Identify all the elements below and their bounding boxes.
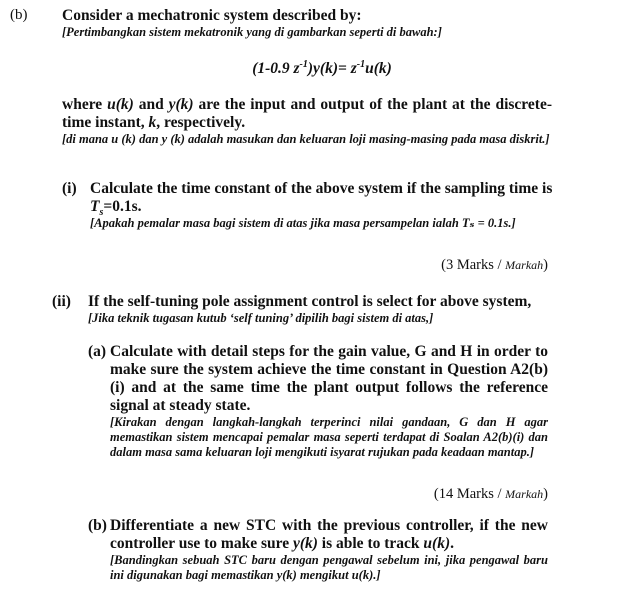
question-b-var-y: y(k) [292,535,318,552]
desc-var-u: u(k) [107,96,134,113]
desc-part-2: and [133,96,169,113]
question-ii-number: (ii) [52,293,71,310]
question-i-text [90,180,557,219]
intro-text-malay: [Pertimbangkan sistem mekatronik yang di gambarkan seperti di bawah:] [62,25,442,39]
variable-description [62,96,552,132]
equation-exponent-b: -1 [356,58,366,70]
marks-label-malay: Markah [505,258,544,272]
question-i-number: (i) [62,180,77,197]
question-b-text-malay: [Bandingkan sebuah STC baru dengan pengawal sebelum ini, jika pengawal baru ini digunakan bagi memastikan y(k) mengikut u(k).] [110,553,548,582]
question-i-marks [441,257,548,274]
equation-part-b: )y(k)= z [307,60,357,77]
desc-part-4: , respectively. [156,114,246,131]
desc-part-1: where [62,96,108,113]
question-ii-text-malay: [Jika teknik tugasan kutub ‘self tuning’ dipilih bagi sistem di atas,] [88,311,434,325]
question-i-text-malay: [Apakah pemalar masa bagi sistem di atas jika masa persampelan ialah Tₛ = 0.1s.] [90,216,516,230]
desc-var-k: k [148,114,157,131]
sampling-time-symbol: T [90,198,100,215]
marks-close: ) [543,257,548,273]
question-b-var-u: u(k) [423,535,451,552]
intro-block [62,7,582,40]
part-label: (b) [10,7,28,23]
question-b-part-1: Differentiate a new STC with the previous controller, if the new controller use to make sure [110,517,548,552]
marks-close: ) [543,486,548,502]
question-b-number: (b) [88,517,107,534]
question-ii-b [88,517,548,583]
question-a-number: (a) [88,343,107,360]
system-equation [0,60,644,78]
question-ii [52,293,552,326]
question-i-prompt: Calculate the time constant of the above system if the sampling time is [90,180,553,197]
equation-exponent-a: -1 [299,58,308,70]
question-b-text [110,517,548,553]
variable-description-malay: [di mana u (k) dan y (k) adalah masukan dan keluaran loji masing-masing pada masa diskrit.] [62,132,550,146]
question-ii-text: If the self-tuning pole assignment control is select for above system, [88,293,532,310]
marks-label-malay: Markah [505,487,544,501]
sampling-time-value: =0.1s. [103,198,142,215]
equation-part-c: u(k) [365,60,392,77]
marks-label: (3 Marks / [441,257,506,273]
question-i [62,180,557,231]
question-a-text-malay: [Kirakan dengan langkah-langkah terperinci nilai gandaan, G dan H agar memastikan sistem mencapai pemalar masa seperti terdapat di Soalan A2(b)(i) dan dalam masa sama keluaran loji mengikuti isyarat rujukan pada keadaan mantap.] [110,415,548,459]
question-b-part-3: . [450,535,454,552]
marks-label: (14 Marks / [433,486,506,502]
intro-text: Consider a mechatronic system described by: [62,7,362,24]
question-ii-a-marks [434,486,548,503]
question-b-part-2: is able to track [317,535,424,552]
question-a-text: Calculate with detail steps for the gain value, G and H in order to make sure the system achieve the time constant in Question A2(b)(i) and at the same time the plant output follows the reference signal at steady state. [110,343,548,414]
sampling-time-subscript: s [99,207,104,219]
desc-var-y: y(k) [168,96,194,113]
equation-part-a: (1-0.9 z [252,60,300,77]
question-ii-a [88,343,548,460]
desc-part-3: are the input and output of the plant at the discrete-time instant, [62,96,552,131]
